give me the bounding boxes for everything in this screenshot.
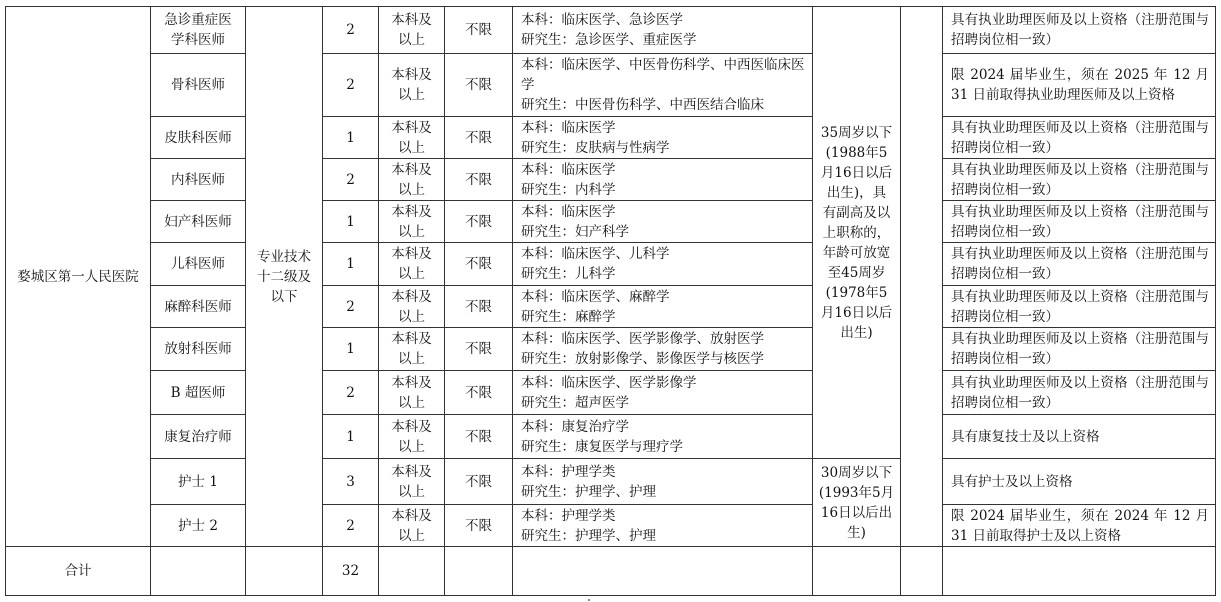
position-cell: 妇产科医师 bbox=[151, 201, 246, 243]
empty-cell bbox=[445, 547, 513, 596]
position-cell: 麻醉科医师 bbox=[151, 286, 246, 328]
empty-cell bbox=[943, 547, 1216, 596]
other-cell: 不限 bbox=[445, 159, 513, 201]
table-row bbox=[6, 371, 1216, 415]
education-cell: 本科及 以上 bbox=[379, 201, 445, 243]
position-cell: 皮肤科医师 bbox=[151, 117, 246, 159]
count-cell: 2 bbox=[323, 7, 379, 54]
table-row bbox=[6, 415, 1216, 459]
empty-cell bbox=[513, 547, 813, 596]
majors-cell: 本科：临床医学、麻醉学 研究生：麻醉学 bbox=[513, 286, 813, 328]
table-row bbox=[6, 243, 1216, 286]
count-cell: 1 bbox=[323, 328, 379, 371]
position-cell: B 超医师 bbox=[151, 371, 246, 415]
scan-artifact bbox=[588, 599, 590, 601]
count-cell: 2 bbox=[323, 286, 379, 328]
other-cell: 不限 bbox=[445, 328, 513, 371]
other-cell: 不限 bbox=[445, 459, 513, 505]
total-count-cell: 32 bbox=[323, 547, 379, 596]
note-cell: 限 2024 届毕业生，须在 2025 年 12 月 31 日前取得执业助理医师及以上资格 bbox=[943, 54, 1216, 117]
table-row bbox=[6, 505, 1216, 547]
position-cell: 骨科医师 bbox=[151, 54, 246, 117]
majors-cell: 本科：护理学类 研究生：护理学、护理 bbox=[513, 505, 813, 547]
note-cell: 具有执业助理医师及以上资格（注册范围与招聘岗位相一致） bbox=[943, 243, 1216, 286]
note-cell: 具有执业助理医师及以上资格（注册范围与招聘岗位相一致） bbox=[943, 117, 1216, 159]
majors-cell: 本科：护理学类 研究生：护理学、护理 bbox=[513, 459, 813, 505]
education-cell: 本科及 以上 bbox=[379, 159, 445, 201]
count-cell: 1 bbox=[323, 243, 379, 286]
blank-column-cell bbox=[901, 7, 943, 547]
other-cell: 不限 bbox=[445, 415, 513, 459]
unit-name-cell: 婺城区第一人民医院 bbox=[6, 7, 151, 547]
position-cell: 康复治疗师 bbox=[151, 415, 246, 459]
note-cell: 限 2024 届毕业生，须在 2024 年 12 月 31 日前取得护士及以上资格 bbox=[943, 505, 1216, 547]
table-row bbox=[6, 117, 1216, 159]
majors-cell: 本科：临床医学、医学影像学、放射医学 研究生：放射影像学、影像医学与核医学 bbox=[513, 328, 813, 371]
education-cell: 本科及 以上 bbox=[379, 243, 445, 286]
other-cell: 不限 bbox=[445, 117, 513, 159]
education-cell: 本科及 以上 bbox=[379, 286, 445, 328]
position-cell: 内科医师 bbox=[151, 159, 246, 201]
note-cell: 具有执业助理医师及以上资格（注册范围与招聘岗位相一致） bbox=[943, 159, 1216, 201]
count-cell: 1 bbox=[323, 117, 379, 159]
table-row bbox=[6, 328, 1216, 371]
count-cell: 2 bbox=[323, 159, 379, 201]
education-cell: 本科及 以上 bbox=[379, 7, 445, 54]
age-requirement-cell: 30周岁以下 (1993年5月 16日以后出 生) bbox=[813, 459, 901, 547]
note-cell: 具有护士及以上资格 bbox=[943, 459, 1216, 505]
total-row bbox=[6, 547, 1216, 596]
education-cell: 本科及 以上 bbox=[379, 459, 445, 505]
empty-cell bbox=[813, 547, 901, 596]
majors-cell: 本科：临床医学 研究生：内科学 bbox=[513, 159, 813, 201]
majors-cell: 本科：临床医学 研究生：妇产科学 bbox=[513, 201, 813, 243]
recruitment-table bbox=[5, 6, 1216, 596]
note-cell: 具有执业助理医师及以上资格（注册范围与招聘岗位相一致） bbox=[943, 201, 1216, 243]
count-cell: 2 bbox=[323, 371, 379, 415]
position-cell: 护士 1 bbox=[151, 459, 246, 505]
empty-cell bbox=[901, 547, 943, 596]
age-requirement-cell: 35周岁以下 (1988年5 月16日以后 出生)，具 有副高及以 上职称的， 年龄可放宽 至45周岁 (1978年5 月16日以后 出生) bbox=[813, 7, 901, 459]
empty-cell bbox=[151, 547, 246, 596]
majors-cell: 本科：临床医学、医学影像学 研究生：超声医学 bbox=[513, 371, 813, 415]
count-cell: 2 bbox=[323, 505, 379, 547]
position-cell: 儿科医师 bbox=[151, 243, 246, 286]
table-row bbox=[6, 7, 1216, 54]
other-cell: 不限 bbox=[445, 371, 513, 415]
total-label-cell: 合计 bbox=[6, 547, 151, 596]
count-cell: 2 bbox=[323, 54, 379, 117]
note-cell: 具有执业助理医师及以上资格（注册范围与招聘岗位相一致） bbox=[943, 7, 1216, 54]
note-cell: 具有执业助理医师及以上资格（注册范围与招聘岗位相一致） bbox=[943, 371, 1216, 415]
education-cell: 本科及 以上 bbox=[379, 328, 445, 371]
post-type-cell: 专业技术 十二级及 以下 bbox=[246, 7, 323, 547]
note-cell: 具有康复技士及以上资格 bbox=[943, 415, 1216, 459]
education-cell: 本科及 以上 bbox=[379, 54, 445, 117]
table-row bbox=[6, 459, 1216, 505]
other-cell: 不限 bbox=[445, 505, 513, 547]
table-row bbox=[6, 159, 1216, 201]
empty-cell bbox=[379, 547, 445, 596]
empty-cell bbox=[246, 547, 323, 596]
majors-cell: 本科：临床医学、急诊医学 研究生：急诊医学、重症医学 bbox=[513, 7, 813, 54]
note-cell: 具有执业助理医师及以上资格（注册范围与招聘岗位相一致） bbox=[943, 286, 1216, 328]
other-cell: 不限 bbox=[445, 7, 513, 54]
education-cell: 本科及 以上 bbox=[379, 505, 445, 547]
table-row bbox=[6, 201, 1216, 243]
position-cell: 放射科医师 bbox=[151, 328, 246, 371]
count-cell: 3 bbox=[323, 459, 379, 505]
count-cell: 1 bbox=[323, 201, 379, 243]
note-cell: 具有执业助理医师及以上资格（注册范围与招聘岗位相一致） bbox=[943, 328, 1216, 371]
majors-cell: 本科：临床医学、儿科学 研究生：儿科学 bbox=[513, 243, 813, 286]
majors-cell: 本科：康复治疗学 研究生：康复医学与理疗学 bbox=[513, 415, 813, 459]
count-cell: 1 bbox=[323, 415, 379, 459]
position-cell: 急诊重症医 学科医师 bbox=[151, 7, 246, 54]
other-cell: 不限 bbox=[445, 201, 513, 243]
education-cell: 本科及 以上 bbox=[379, 117, 445, 159]
table-row bbox=[6, 286, 1216, 328]
other-cell: 不限 bbox=[445, 286, 513, 328]
education-cell: 本科及 以上 bbox=[379, 371, 445, 415]
majors-cell: 本科：临床医学 研究生：皮肤病与性病学 bbox=[513, 117, 813, 159]
education-cell: 本科及 以上 bbox=[379, 415, 445, 459]
table-row bbox=[6, 54, 1216, 117]
other-cell: 不限 bbox=[445, 54, 513, 117]
position-cell: 护士 2 bbox=[151, 505, 246, 547]
other-cell: 不限 bbox=[445, 243, 513, 286]
majors-cell: 本科：临床医学、中医骨伤科学、中西医临床医学 研究生：中医骨伤科学、中西医结合临床 bbox=[513, 54, 813, 117]
